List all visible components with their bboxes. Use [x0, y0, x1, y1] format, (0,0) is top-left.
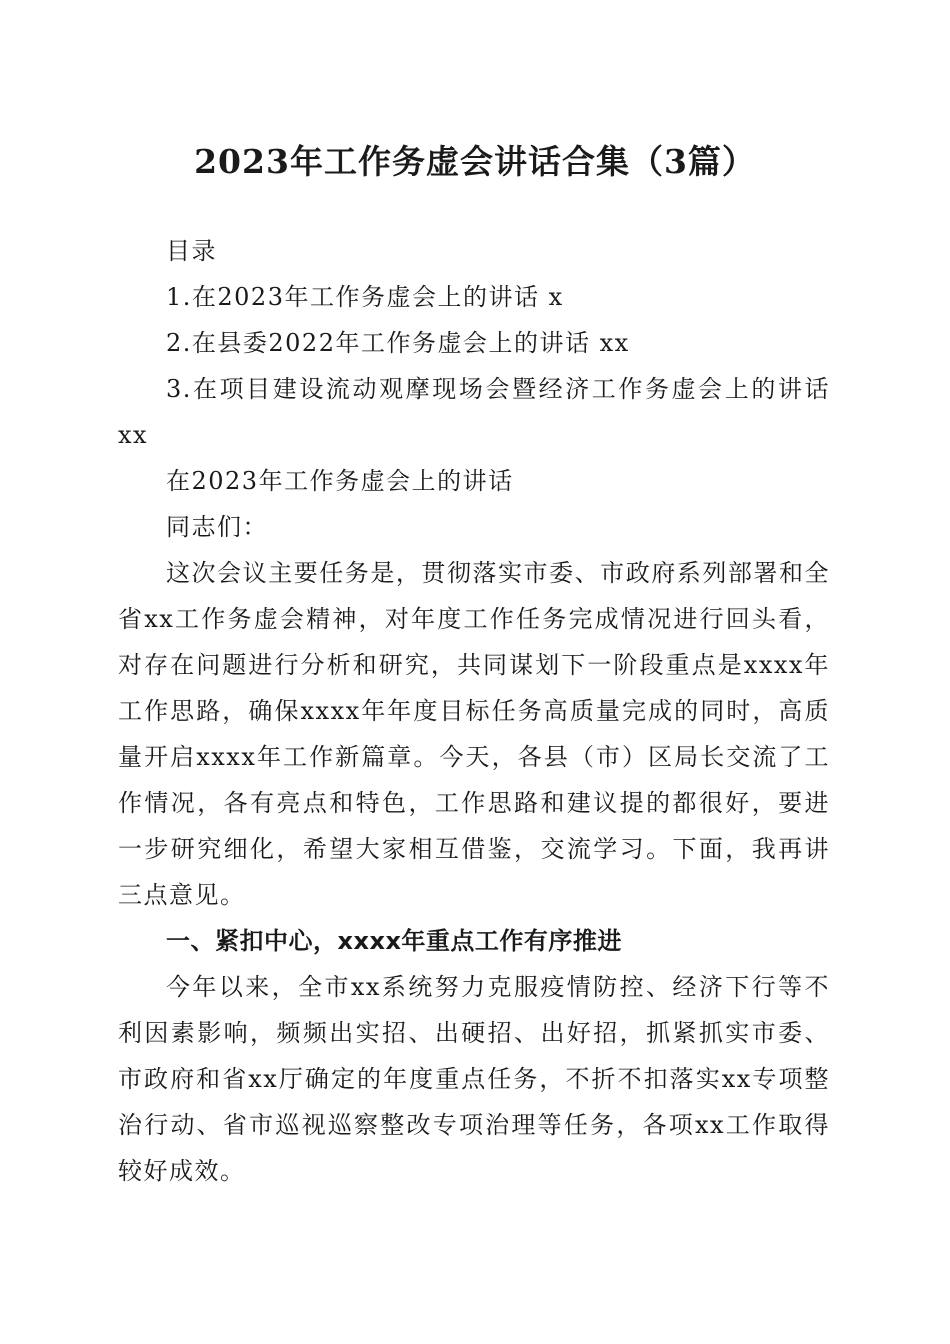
paragraph-1: 这次会议主要任务是，贯彻落实市委、市政府系列部署和全省xx工作务虚会精神，对年度工作任务完成情况进行回头看，对存在问题进行分析和研究，共同谋划下一阶段重点是xxxx年工作思路，确保xxxx年年度目标任务高质量完成的同时，高质量开启xxxx年工作新篇章。今天，各县（市）区局长交流了工作情况，各有亮点和特色，工作思路和建议提的都很好，要进一步研究细化，希望大家相互借鉴，交流学习。下面，我再讲三点意见。 — [118, 559, 830, 909]
paragraph-2: 今年以来，全市xx系统努力克服疫情防控、经济下行等不利因素影响，频频出实招、出硬招、出好招，抓紧抓实市委、市政府和省xx厅确定的年度重点任务，不折不扣落实xx专项整治行动、省市巡视巡察整改专项治理等任务，各项xx工作取得较好成效。 — [118, 973, 830, 1185]
section-1-heading: 一、紧扣中心，xxxx年重点工作有序推进 — [166, 927, 622, 955]
document-body — [118, 228, 830, 1194]
toc-item-3: 3.在项目建设流动观摩现场会暨经济工作务虚会上的讲话xx — [118, 375, 830, 449]
speech-title: 在2023年工作务虚会上的讲话 — [166, 467, 514, 495]
toc-heading: 目录 — [166, 237, 217, 265]
salutation: 同志们： — [166, 513, 268, 541]
toc-item-1: 1.在2023年工作务虚会上的讲话 x — [166, 283, 564, 311]
toc-item-2: 2.在县委2022年工作务虚会上的讲话 xx — [166, 329, 630, 357]
document-title: 2023年工作务虚会讲话合集（3篇） — [194, 142, 756, 181]
